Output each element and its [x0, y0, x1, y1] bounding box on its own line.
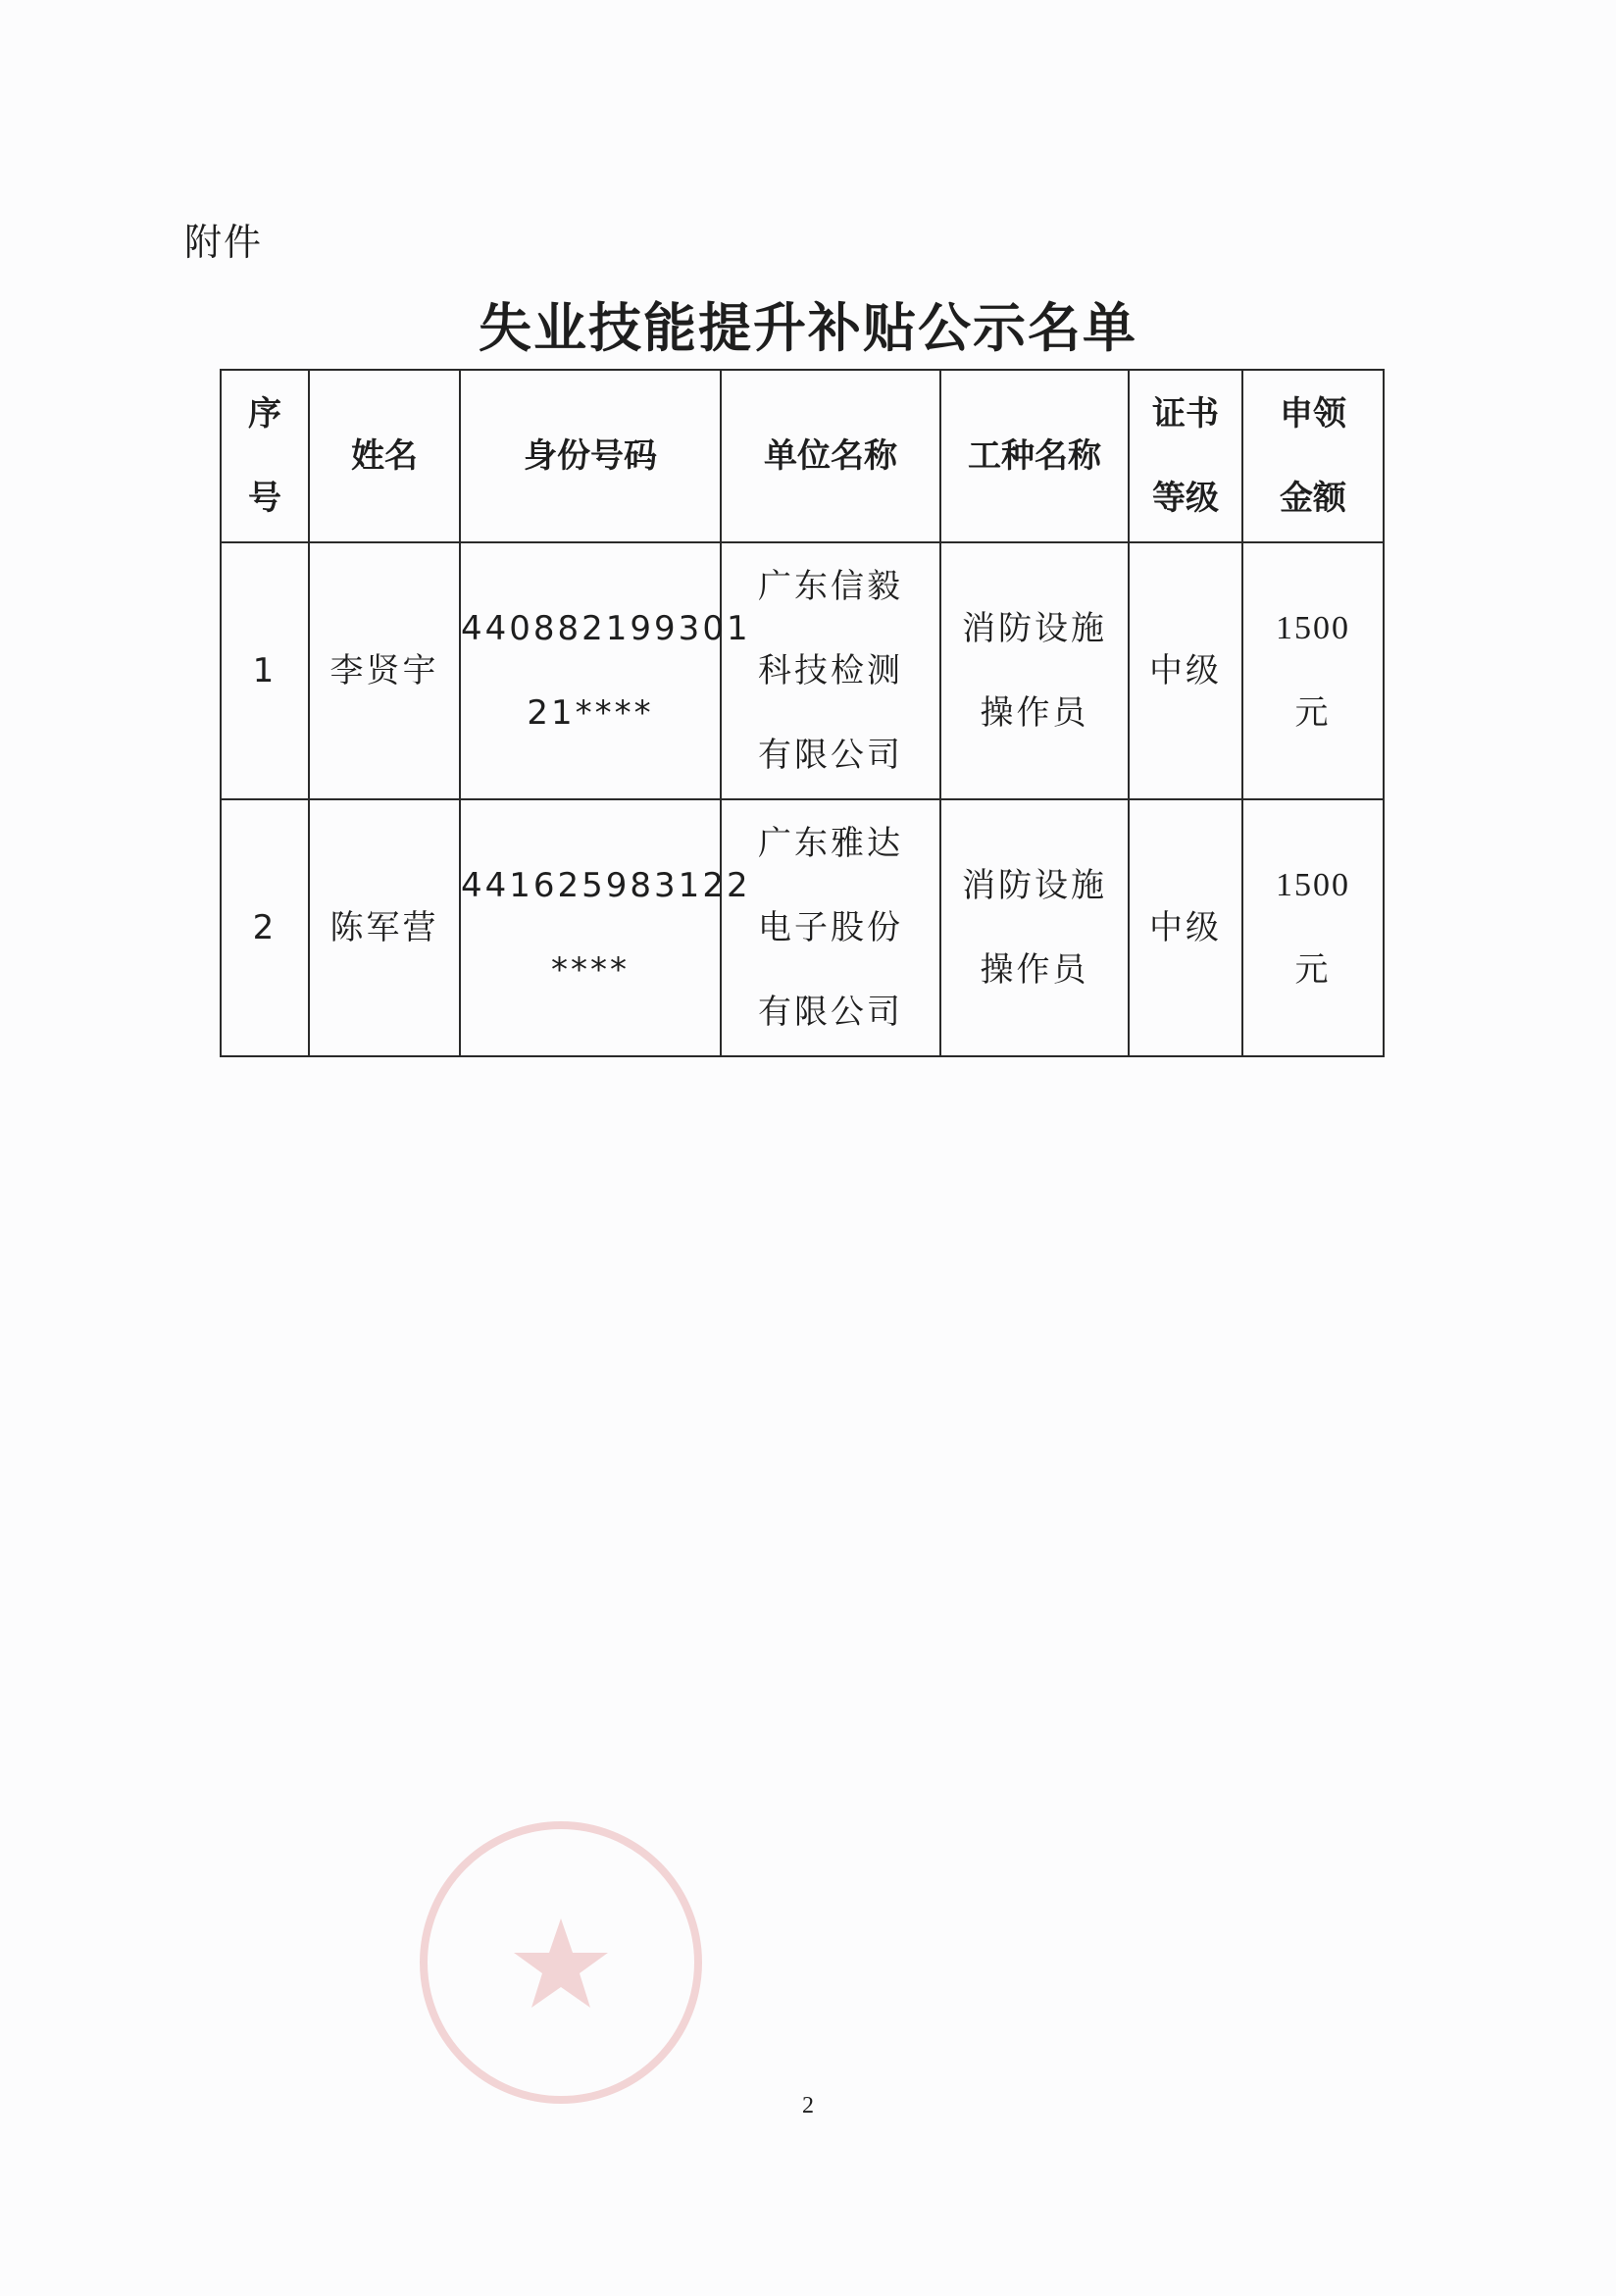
header-index: 序 号 [221, 370, 309, 542]
cell-name: 李贤宇 [309, 542, 460, 799]
table-row [221, 542, 1384, 799]
seal-star-icon [514, 1918, 608, 2008]
header-cert-level: 证书 等级 [1129, 370, 1242, 542]
official-seal-stamp [404, 1811, 718, 2115]
cell-id-number: 440882199301 21**** [460, 542, 721, 799]
cell-job-type: 消防设施 操作员 [940, 799, 1129, 1056]
document-title: 失业技能提升补贴公示名单 [479, 297, 1137, 359]
cell-id-number: 441625983122 **** [460, 799, 721, 1056]
header-amount: 申领 金额 [1242, 370, 1384, 542]
header-id-number: 身份号码 [460, 370, 721, 542]
header-company: 单位名称 [721, 370, 940, 542]
cell-index: 2 [221, 799, 309, 1056]
cell-name: 陈军营 [309, 799, 460, 1056]
table-header-row [221, 370, 1384, 542]
cell-index: 1 [221, 542, 309, 799]
cell-job-type: 消防设施 操作员 [940, 542, 1129, 799]
table-row [221, 799, 1384, 1056]
cell-cert-level: 中级 [1129, 542, 1242, 799]
cell-company: 广东雅达 电子股份 有限公司 [721, 799, 940, 1056]
cell-cert-level: 中级 [1129, 799, 1242, 1056]
header-job-type: 工种名称 [940, 370, 1129, 542]
cell-company: 广东信毅 科技检测 有限公司 [721, 542, 940, 799]
cell-amount: 1500 元 [1242, 799, 1384, 1056]
attachment-label: 附件 [184, 221, 264, 264]
cell-amount: 1500 元 [1242, 542, 1384, 799]
subsidy-roster-table [220, 369, 1385, 1057]
header-name: 姓名 [309, 370, 460, 542]
page-number: 2 [802, 2093, 814, 2118]
